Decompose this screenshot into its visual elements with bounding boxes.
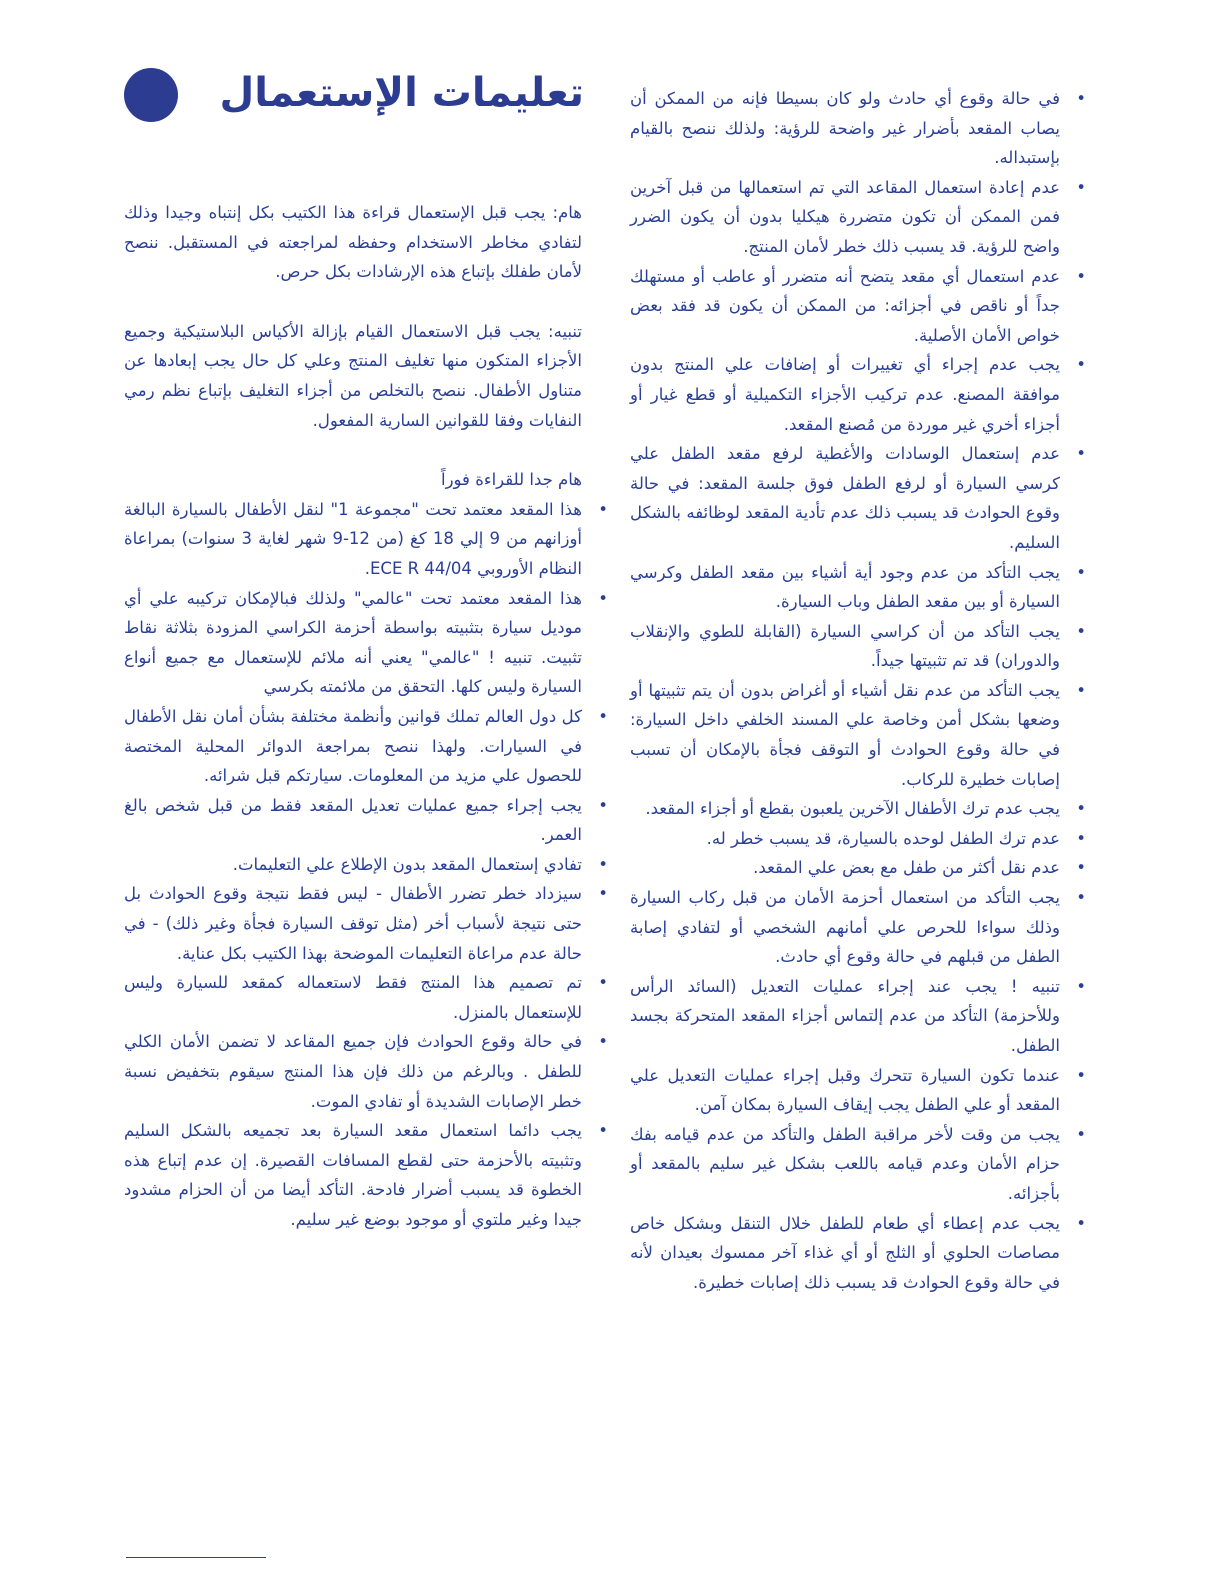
list-item: • عدم إعادة استعمال المقاعد التي تم استعمالها من قبل آخرين فمن الممكن أن تكون متضررة هيكليا بدون أن يكون الضرر واضح للرؤية. قد يسبب ذلك خطر لأمان المنتج. [630,173,1060,262]
footnote-divider [126,1557,266,1558]
list-item: • سيزداد خطر تضرر الأطفال - ليس فقط نتيجة وقوع الحوادث بل حتى نتيجة لأسباب أخر (مثل توقف السيارة فجأة وغير ذلك) - في حالة عدم مراعاة التعليمات الموضحة بهذا الكتيب بكل عناية. [124,879,582,968]
list-item: • كل دول العالم تملك قوانين وأنظمة مختلفة بشأن أمان نقل الأطفال في السيارات. ولهذا ننصح بمراجعة الدوائر المحلية المختصة للحصول علي مزيد من المعلومات. سيارتكم قبل شرائه. [124,702,582,791]
page-title: تعليمات الإستعمال [219,70,584,116]
list-item: • عندما تكون السيارة تتحرك وقبل إجراء عمليات التعديل علي المقعد أو علي الطفل يجب إيقاف السيارة بمكان آمن. [630,1061,1060,1120]
list-item: • هذا المقعد معتمد تحت "عالمي" ولذلك فبالإمكان تركيبه علي أي موديل سيارة بتثبيته بواسطة أحزمة الكراسي المزودة بثلاثة نقاط تثبيت. تنبيه ! "عالمي" يعني أنه ملائم للإستعمال مع جميع أنواع السيارة وليس كلها. التحقق من ملائمته بكرسي [124,584,582,702]
list-item: • تنبيه ! يجب عند إجراء عمليات التعديل (السائد الرأس وللأحزمة) التأكد من عدم إلتماس أجزاء المقعد المتحركة بجسد الطفل. [630,972,1060,1061]
read-now-heading: هام جدا للقراءة فوراً [440,470,582,490]
title-bullet-circle [124,68,178,122]
list-item: • يجب عدم إجراء أي تغييرات أو إضافات علي المنتج بدون موافقة المصنع. عدم تركيب الأجزاء التكميلية أو قطع غيار أو أجزاء أخري غير موردة من مُصنع المقعد. [630,350,1060,439]
list-item: • عدم استعمال أي مقعد يتضح أنه متضرر أو عاطب أو مستهلك جداً أو ناقص في أجزائه: من الممكن أن يكون قد فقد بعض خواص الأمان الأصلية. [630,262,1060,351]
left-bullet-list [124,495,582,1235]
list-item: • يجب من وقت لأخر مراقبة الطفل والتأكد من عدم قيامه بفك حزام الأمان وعدم قيامه باللعب بشكل غير سليم بالمقعد أو بأجزائه. [630,1120,1060,1209]
important-intro: هام: يجب قبل الإستعمال قراءة هذا الكتيب بكل إنتباه وجيدا وذلك لتفادي مخاطر الاستخدام وحفظه لمراجعته في المستقبل. ننصح لأمان طفلك بإتباع هذه الإرشادات بكل حرص. [124,203,582,282]
list-item: • يجب التأكد من أن كراسي السيارة (القابلة للطوي والإنقلاب والدوران) قد تم تثبيتها جيداً. [630,617,1060,676]
list-item: • يجب التأكد من عدم نقل أشياء أو أغراض بدون أن يتم تثبيتها أو وضعها بشكل أمن وخاصة علي المسند الخلفي داخل السيارة: في حالة وقوع الحوادث أو التوقف فجأة بالإمكان أن تسبب إصابات خطيرة للركاب. [630,676,1060,794]
right-bullet-list [630,84,1060,1297]
list-item: • يجب إجراء جميع عمليات تعديل المقعد فقط من قبل شخص بالغ العمر. [124,791,582,850]
list-item: • هذا المقعد معتمد تحت "مجموعة 1" لنقل الأطفال بالسيارة البالغة أوزانهم من 9 إلي 18 كغ (من 12-9 شهر لغاية 3 سنوات) بمراعاة النظام الأوروبي ECE R 44/04. [124,495,582,584]
list-item: • عدم نقل أكثر من طفل مع بعض علي المقعد. [630,853,1060,883]
list-item: • يجب عدم إعطاء أي طعام للطفل خلال التنقل وبشكل خاص مصاصات الحلوي أو الثلج أو أي غذاء آخر ممسوك بعيدان لأنه في حالة وقوع الحوادث قد يسبب ذلك إصابات خطيرة. [630,1209,1060,1298]
right-column [630,84,1060,1297]
list-item: • في حالة وقوع الحوادث فإن جميع المقاعد لا تضمن الأمان الكلي للطفل . وبالرغم من ذلك فإن هذا المنتج سيقوم بتخفيض نسبة خطر الإصابات الشديدة أو تفادي الموت. [124,1027,582,1116]
list-item: • تفادي إستعمال المقعد بدون الإطلاع علي التعليمات. [124,850,582,880]
list-item: • يجب التأكد من استعمال أحزمة الأمان من قبل ركاب السيارة وذلك سواءا للحرص علي أمانهم الشخصي أو لتفادي إصابة الطفل من قبلهم في حالة وقوع أي حادث. [630,883,1060,972]
list-item: • في حالة وقوع أي حادث ولو كان بسيطا فإنه من الممكن أن يصاب المقعد بأضرار غير واضحة للرؤية: ولذلك ننصح بالقيام بإستبداله. [630,84,1060,173]
list-item: • عدم ترك الطفل لوحده بالسيارة، قد يسبب خطر له. [630,824,1060,854]
warning-intro: تنبيه: يجب قبل الاستعمال القيام بإزالة الأكياس البلاستيكية وجميع الأجزاء المتكون منها تغليف المنتج وعلي كل حال يجب إبعادها عن متناول الأطفال. ننصح بالتخلص من أجزاء التغليف بإتباع نظم رمي النفايات وفقا للقوانين السارية المفعول. [124,321,582,430]
list-item: • يجب دائما استعمال مقعد السيارة بعد تجميعه بالشكل السليم وتثبيته بالأحزمة حتى لقطع المسافات القصيرة. إن عدم إتباع هذه الخطوة قد يسبب أضرار فادحة. التأكد أيضا من أن الحزام مشدود جيدا وغير ملتوي أو موجود بوضع غير سليم. [124,1116,582,1234]
list-item: • تم تصميم هذا المنتج فقط لاستعماله كمقعد للسيارة وليس للإستعمال بالمنزل. [124,968,582,1027]
left-column [124,198,582,1235]
list-item: • عدم إستعمال الوسادات والأغطية لرفع مقعد الطفل علي كرسي السيارة أو لرفع الطفل فوق جلسة المقعد: في حالة وقوع الحوادث قد يسبب ذلك عدم تأدية المقعد لوظائفه بالشكل السليم. [630,439,1060,557]
list-item: • يجب التأكد من عدم وجود أية أشياء بين مقعد الطفل وكرسي السيارة أو بين مقعد الطفل وباب السيارة. [630,558,1060,617]
list-item: • يجب عدم ترك الأطفال الآخرين يلعبون بقطع أو أجزاء المقعد. [630,794,1060,824]
